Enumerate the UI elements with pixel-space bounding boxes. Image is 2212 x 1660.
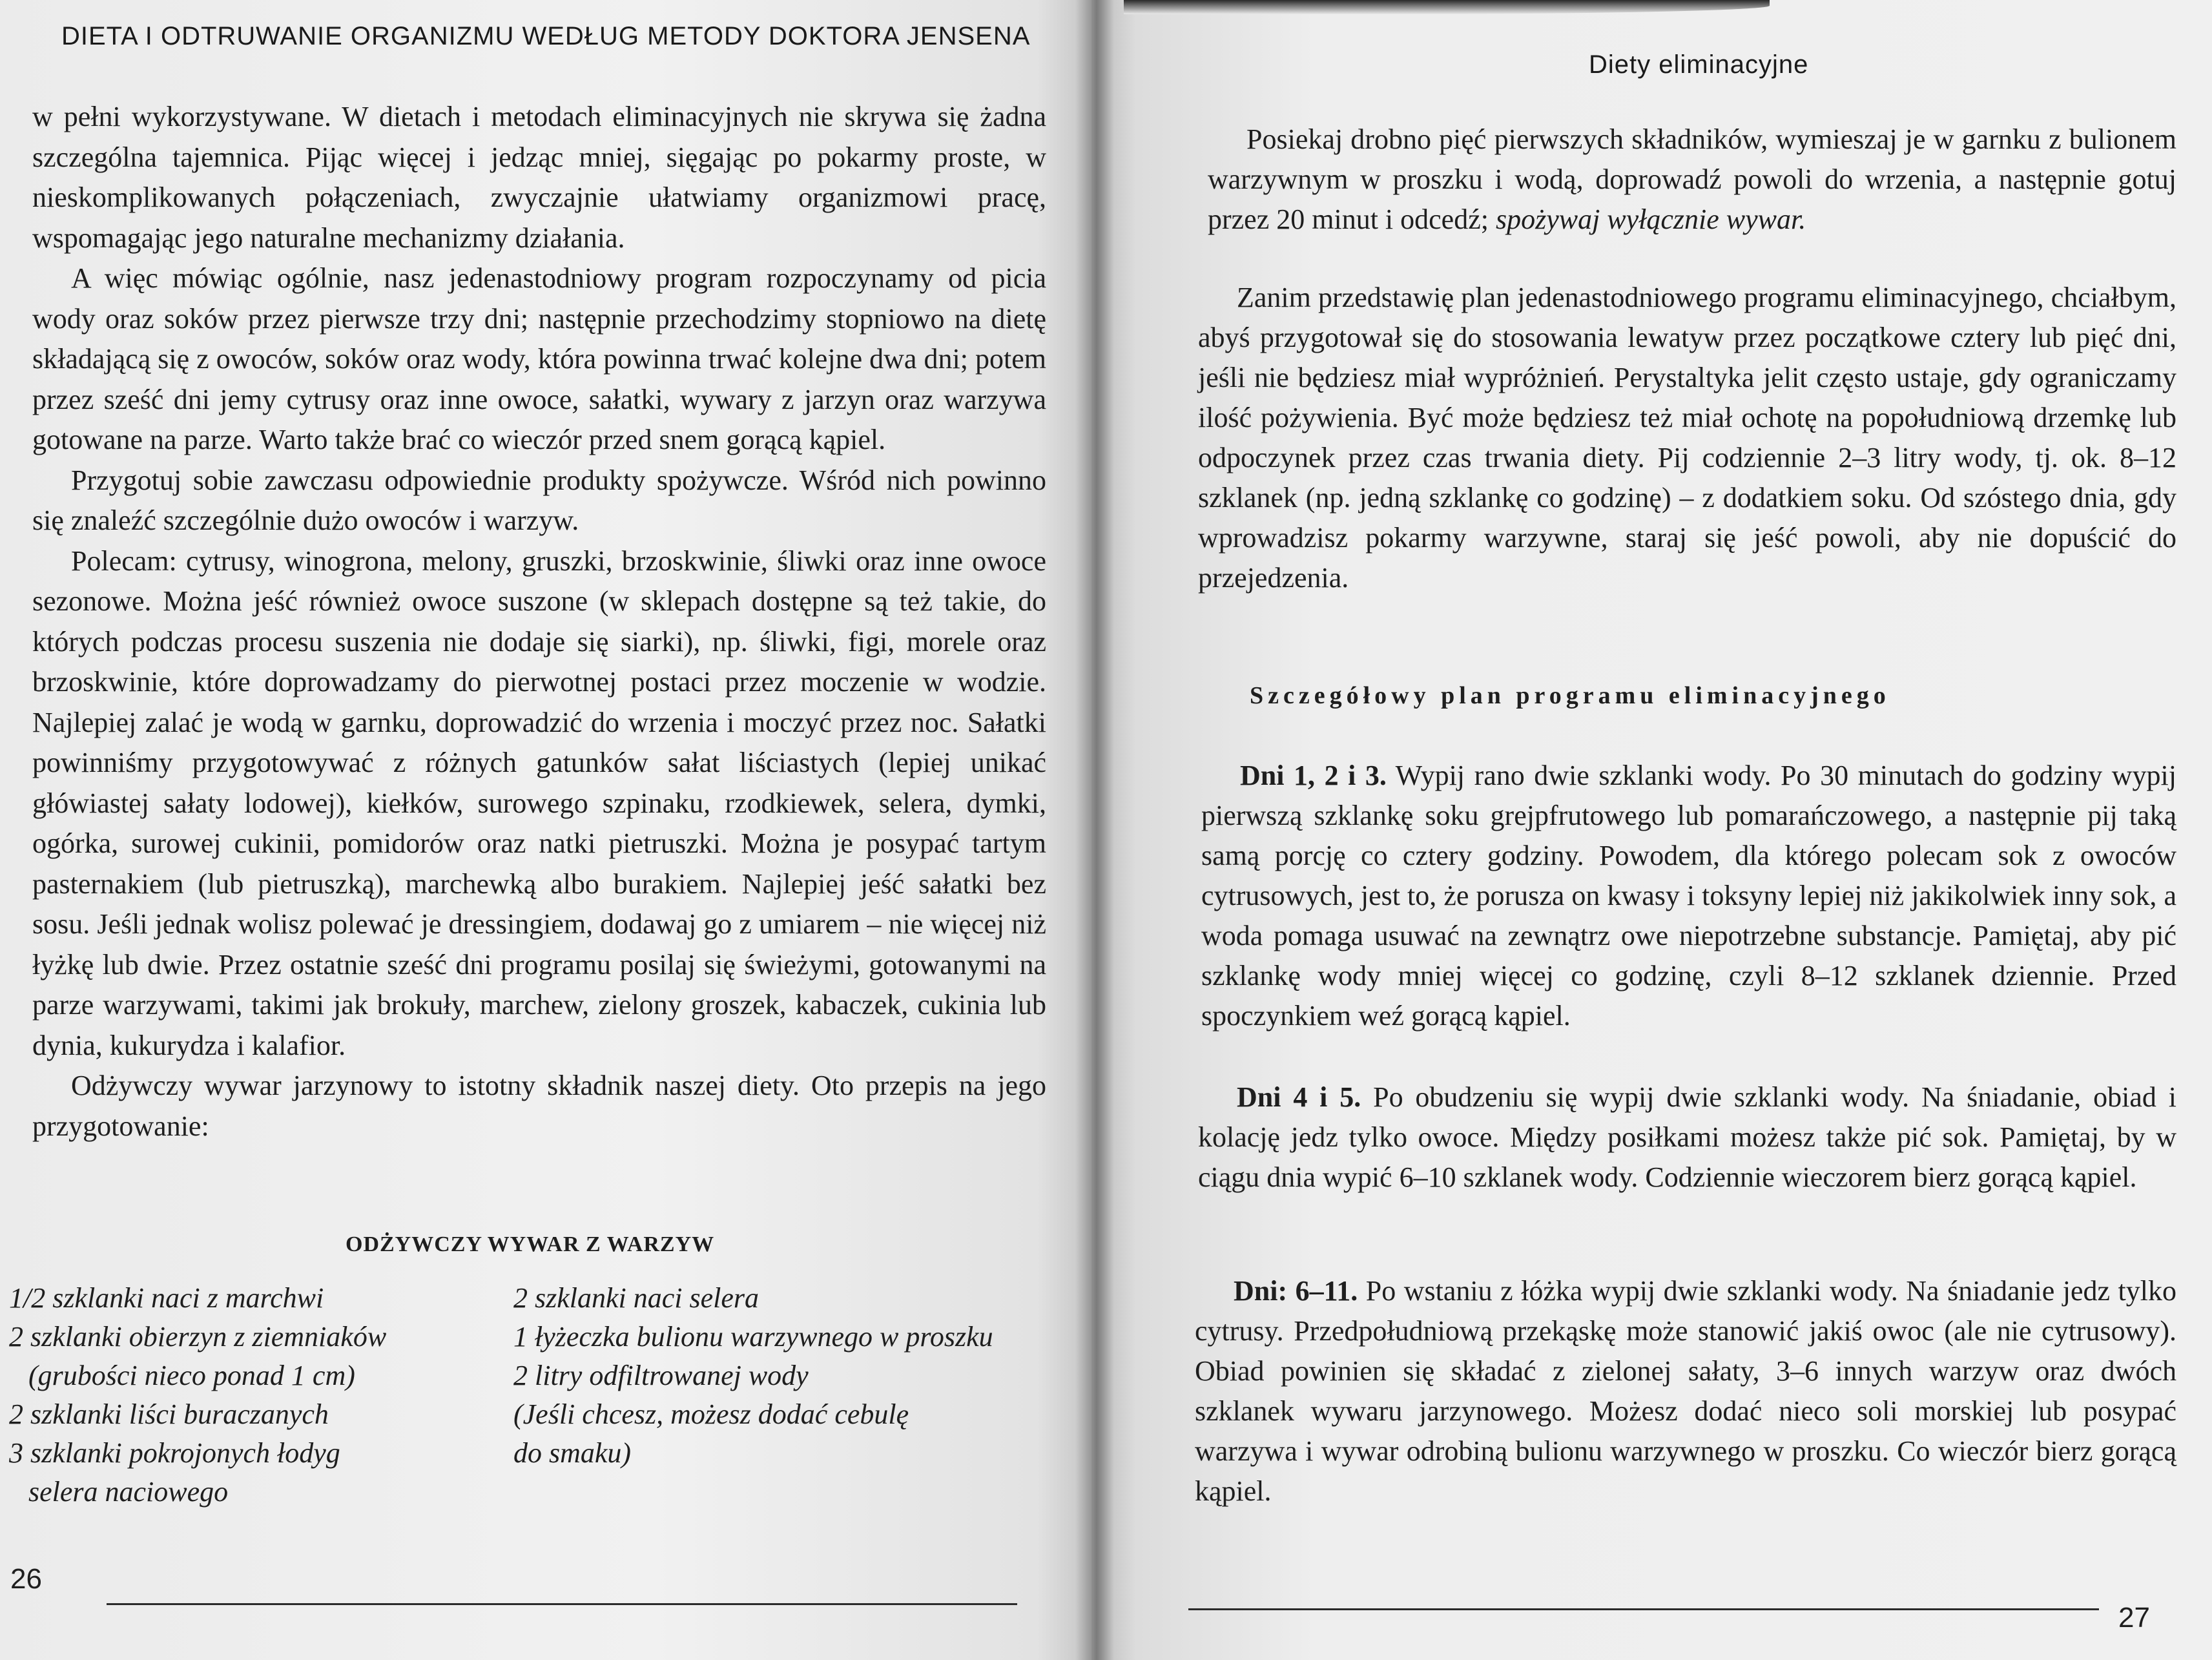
day-text-3: Po wstaniu z łóżka wypij dwie szklanki wody. Na śniadanie jedz tylko cytrusy. Przedpołudniową przekąskę może stanowić jakiś owoc (ale nie cytrusowy). Obiad powinien się składać z zielonej sałaty, 3–6 innych warzyw oraz dwóch szklanek wywaru jarzynowego. Możesz dodać nieco soli morskiej lub posypać warzywa i wywar odrobiną bulionu warzywnego w proszku. Co wieczór bierz gorącą kąpiel. <box>1195 1275 2176 1507</box>
right-page <box>1091 0 2212 1660</box>
book-gutter-shadow <box>1075 0 1114 1660</box>
recipe-line: do smaku) <box>513 1437 632 1469</box>
recipe-ingredients-right <box>513 1279 993 1473</box>
recipe-line: 3 szklanki pokrojonych łodyg <box>9 1437 340 1469</box>
intro-text: Posiekaj drobno pięć pierwszych składników, wymieszaj je w garnku z bulionem warzywnym w proszku i wodą, doprowadź powoli do wrzenia, a następnie gotuj przez 20 minut i odcedź; <box>1208 123 2176 235</box>
recipe-line: 2 szklanki naci selera <box>513 1282 760 1314</box>
recipe-line: selera naciowego <box>28 1476 229 1508</box>
right-running-head: Diety eliminacyjne <box>1589 50 1809 79</box>
left-paragraph-2: A więc mówiąc ogólnie, nasz jedenastodniowy program rozpoczynamy od picia wody oraz soków przez pierwsze trzy dni; następnie przechodzimy stopniowo na dietę składającą się z owoców, soków oraz wody, która powinna trwać kolejne dwa dni; potem przez sześć dni jemy cytrusy oraz inne owoce, sałatki, wywary z jarzyn oraz warzywa gotowane na parze. Warto także brać co wieczór przed snem gorącą kąpiel. <box>32 262 1046 455</box>
day-text-2: Po obudzeniu się wypij dwie szklanki wody. Na śniadanie, obiad i kolację jedz tylko owoce. Między posiłkami możesz także pić sok. Pamiętaj, by w ciągu dnia wypić 6–10 szklanek wody. Codziennie wieczorem bierz gorącą kąpiel. <box>1198 1081 2176 1193</box>
day-label-1: Dni 1, 2 i 3. <box>1240 760 1387 791</box>
day-label-3: Dni: 6–11. <box>1234 1275 1358 1307</box>
left-footer-rule <box>107 1603 1017 1605</box>
recipe-line: (grubości nieco ponad 1 cm) <box>28 1360 355 1391</box>
recipe-line: (Jeśli chcesz, możesz dodać cebulę <box>513 1398 909 1430</box>
intro-italic-text: spożywaj wyłącznie wywar. <box>1495 203 1806 235</box>
day-text-1: Wypij rano dwie szklanki wody. Po 30 minutach do godziny wypij pierwszą szklankę soku grejpfrutowego lub pomarańczowego, a następnie pij taką samą porcję co cztery godziny. Powodem, dla którego polecam sok z owoców cytrusowych, jest to, że porusza on kwasy i toksyny lepiej niż jakikolwiek inny sok, a woda pomaga usuwać na zewnątrz owe niepotrzebne substancje. Pamiętaj, aby pić szklankę wody mniej więcej co godzinę, czyli 8–12 szklanek dziennie. Przed spoczynkiem weź gorącą kąpiel. <box>1201 760 2177 1032</box>
right-footer-rule <box>1188 1608 2099 1610</box>
recipe-line: 1 łyżeczka bulionu warzywnego w proszku <box>513 1321 993 1353</box>
day-block-3 <box>1195 1271 2176 1511</box>
left-body <box>32 97 1046 1146</box>
recipe-line: 1/2 szklanki naci z marchwi <box>9 1282 324 1314</box>
recipe-line: 2 szklanki liści buraczanych <box>9 1398 329 1430</box>
right-intro-paragraph <box>1208 119 2176 240</box>
day-label-2: Dni 4 i 5. <box>1237 1081 1361 1113</box>
left-paragraph-4: Polecam: cytrusy, winogrona, melony, gruszki, brzoskwinie, śliwki oraz inne owoce sezonowe. Można jeść również owoce suszone (w sklepach dostępne są też takie, do których podczas procesu suszenia nie dodaje się siarki), np. śliwki, figi, morele oraz brzoskwinie, które doprowadzamy do pierwotnej postaci przez moczenie w wodzie. Najlepiej zalać je wodą w garnku, doprowadzić do wrzenia i moczyć przez noc. Sałatki powinniśmy przygotowywać z różnych gatunków sałat liściastych (lepiej unikać główiastej sałaty lodowej), kiełków, surowego szpinaku, rzodkiewek, selera, dymki, ogórka, surowej cukinii, pomidorów oraz natki pietruszki. Można je posypać tartym pasternakiem (lub pietruszką), marchewką albo burakiem. Najlepiej jeść sałatki bez sosu. Jeśli jednak wolisz polewać je dressingiem, dodawaj go z umiarem – nie więcej niż łyżkę lub dwie. Przez ostatnie sześć dni programu posilaj się świeżymi, gotowanymi na parze warzywami, takimi jak brokuły, marchew, zielony groszek, kabaczek, cukinia lub dynia, kukurydza i kalafior. <box>32 545 1046 1061</box>
right-paragraph-2: Zanim przedstawię plan jedenastodniowego programu eliminacyjnego, chciałbym, abyś przygotował się do stosowania lewatyw przez początkowe cztery lub pięć dni, jeśli nie będziesz miał wypróżnień. Perystaltyka jelit często ustaje, gdy ograniczamy ilość pożywienia. Być może będziesz też miał ochotę na popołudniową drzemkę lub odpoczynek przez czas trwania diety. Pij codziennie 2–3 litry wody, tj. ok. 8–12 szklanek (np. jedną szklankę co godzinę) – z dodatkiem soku. Od szóstego dnia, gdy wprowadzisz pokarmy warzywne, staraj się jeść powoli, aby nie dopuścić do przejedzenia. <box>1198 282 2176 594</box>
day-block-1 <box>1201 756 2176 1036</box>
left-running-head: DIETA I ODTRUWANIE ORGANIZMU WEDŁUG METODY DOKTORA JENSENA <box>61 22 1031 50</box>
day-block-2 <box>1198 1077 2176 1198</box>
left-paragraph-1: w pełni wykorzystywane. W dietach i metodach eliminacyjnych nie skrywa się żadna szczególna tajemnica. Pijąc więcej i jedząc mniej, sięgając po pokarmy proste, w nieskomplikowanych połączeniach, zwyczajnie ułatwiamy organizmowi pracę, wspomagając jego naturalne mechanizmy działania. <box>32 101 1046 254</box>
recipe-ingredients-left <box>9 1279 386 1511</box>
section-heading: Szczegółowy plan programu eliminacyjnego <box>1250 682 1890 709</box>
left-paragraph-3: Przygotuj sobie zawczasu odpowiednie produkty spożywcze. Wśród nich powinno się znaleźć szczególnie dużo owoców i warzyw. <box>32 464 1046 536</box>
left-page-number: 26 <box>10 1563 42 1595</box>
recipe-line: 2 litry odfiltrowanej wody <box>513 1360 809 1391</box>
recipe-line: 2 szklanki obierzyn z ziemniaków <box>9 1321 387 1353</box>
right-page-number: 27 <box>2118 1602 2150 1634</box>
recipe-title: ODŻYWCZY WYWAR Z WARZYW <box>346 1232 715 1256</box>
left-paragraph-5: Odżywczy wywar jarzynowy to istotny składnik naszej diety. Oto przepis na jego przygotowanie: <box>32 1070 1046 1142</box>
left-page <box>0 0 1091 1660</box>
